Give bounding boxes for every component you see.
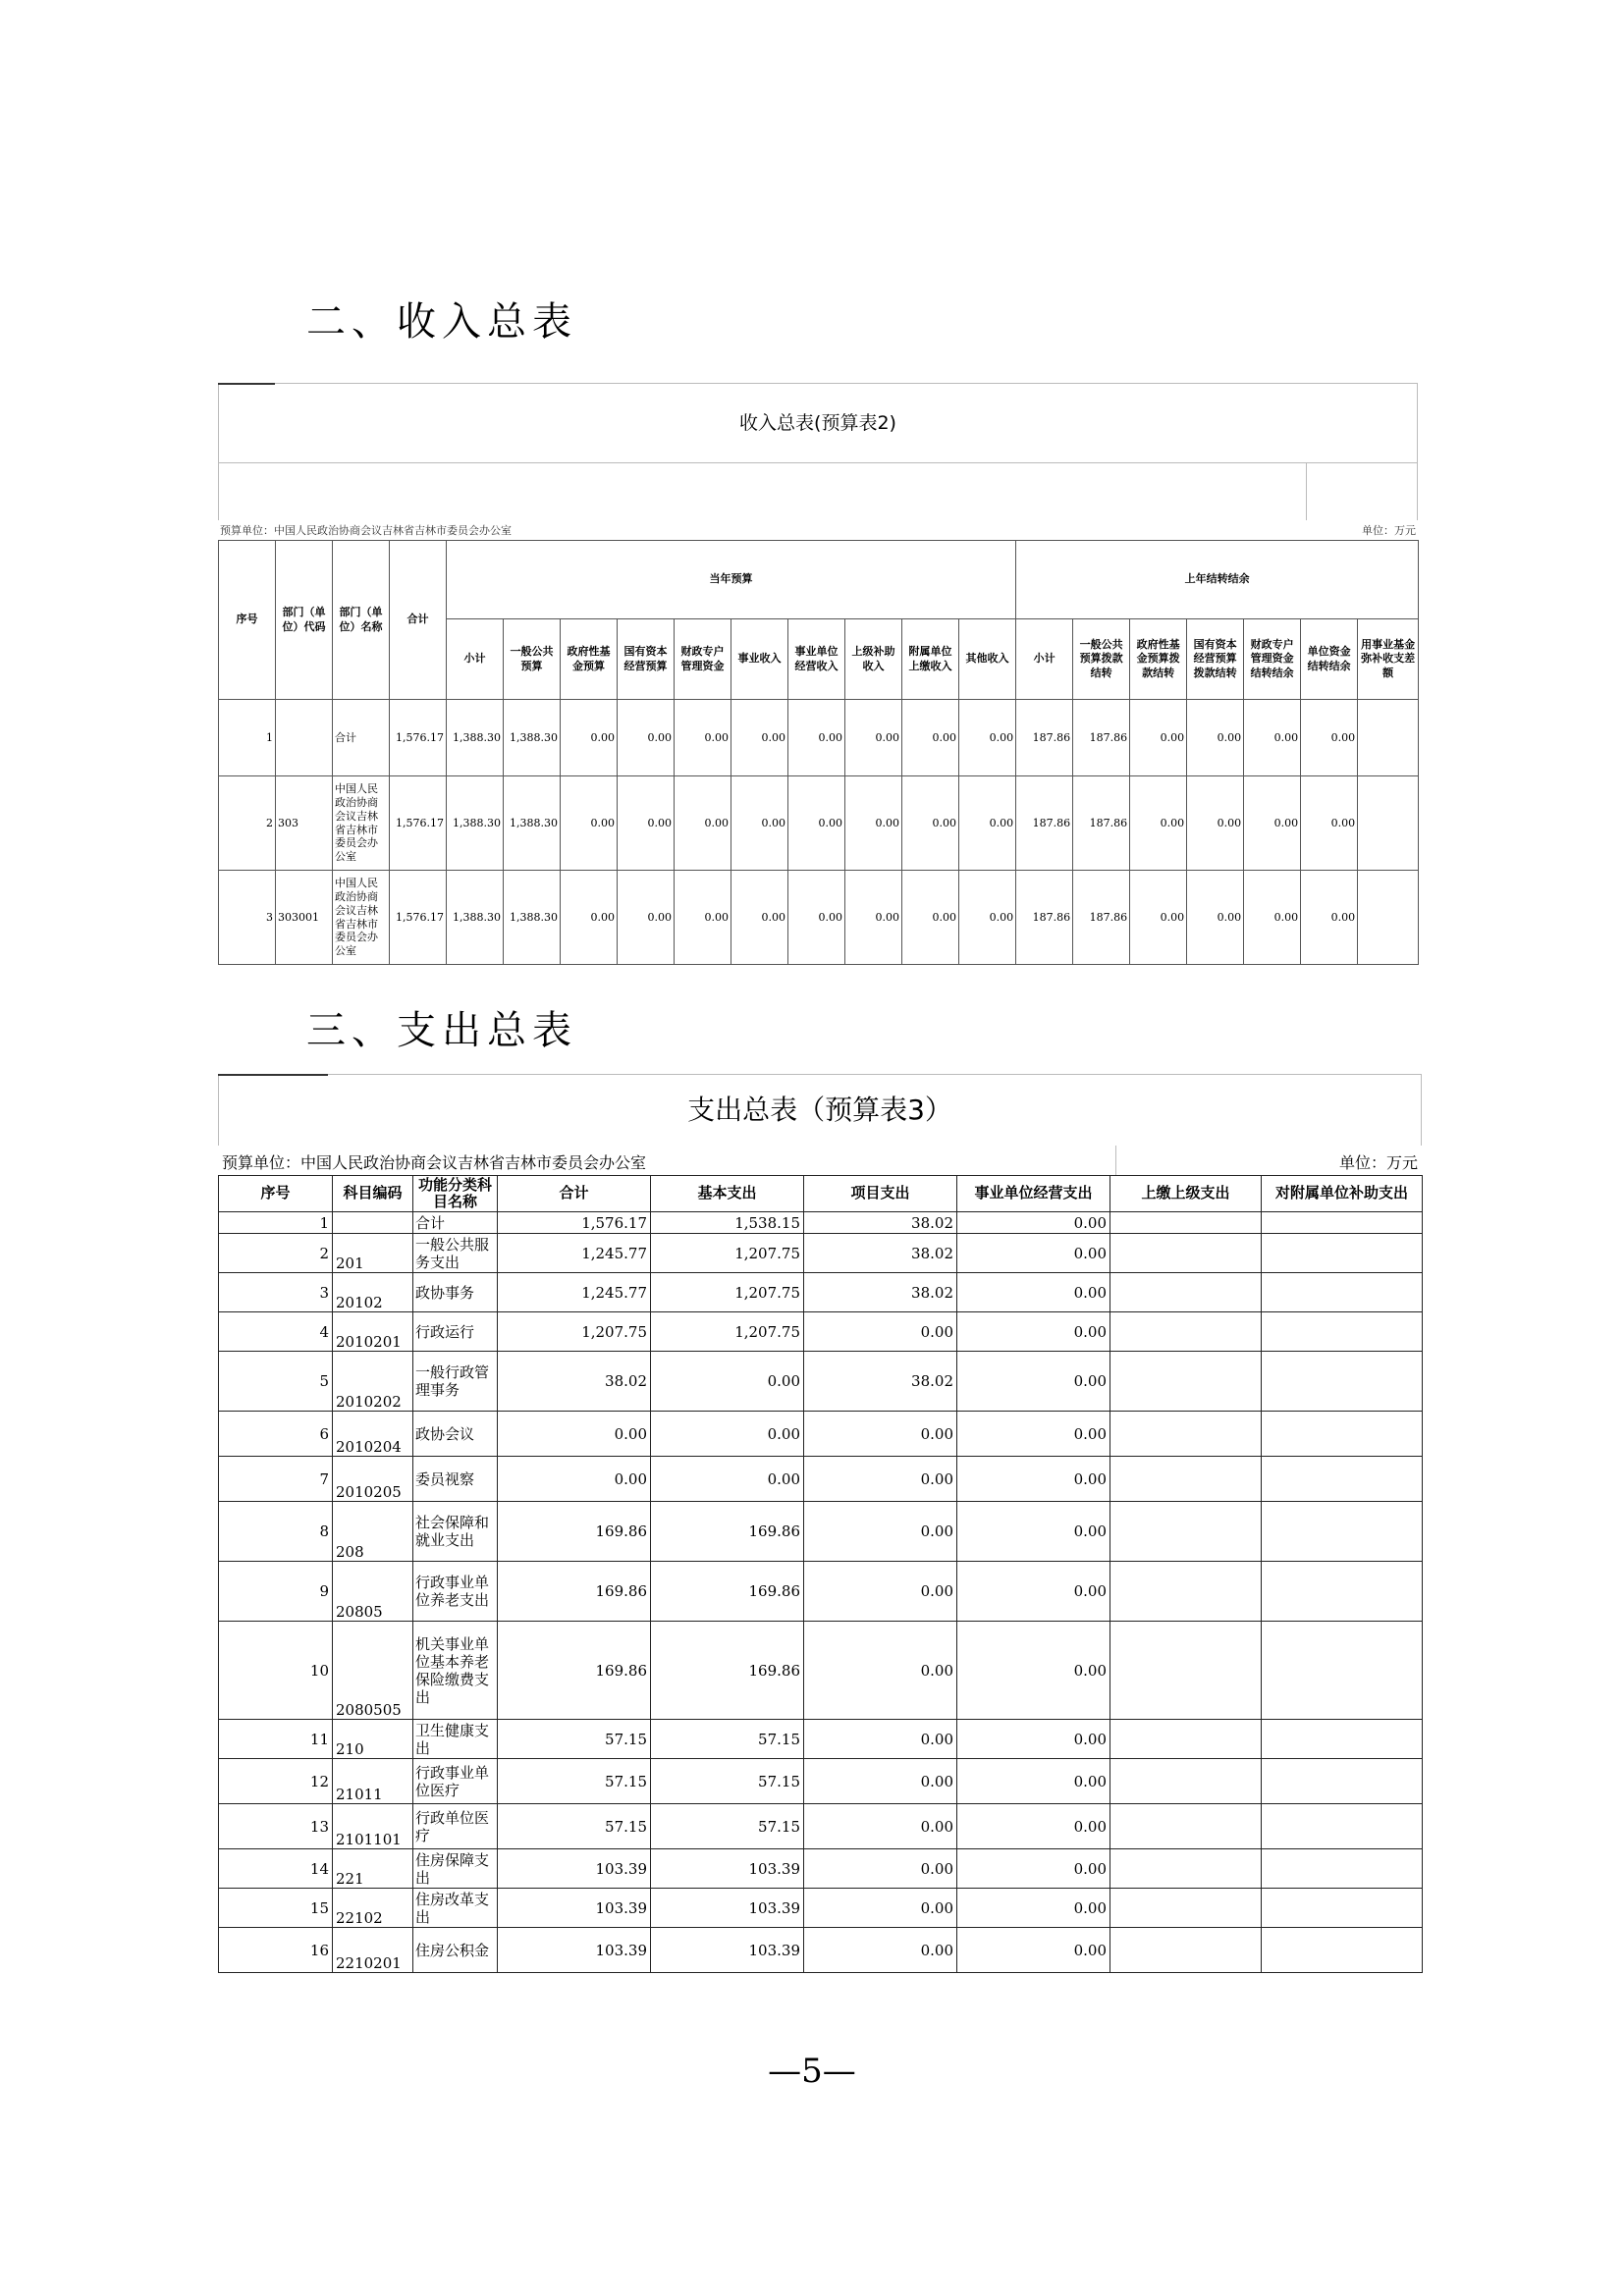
- expense-section-heading: 三、支出总表: [306, 1008, 577, 1053]
- income-cell-prior: 0.00: [1301, 776, 1358, 871]
- income-cell-prior: 187.86: [1073, 871, 1130, 965]
- income-col-prior-3: 国有资本经营预算拨款结转: [1187, 619, 1244, 700]
- expense-cell-code: 2010201: [333, 1312, 413, 1352]
- expense-cell-total: 169.86: [498, 1562, 651, 1622]
- expense-cell-basic: 103.39: [651, 1928, 804, 1973]
- expense-cell-code: 210: [333, 1720, 413, 1759]
- expense-cell-business: 0.00: [957, 1457, 1110, 1502]
- expense-cell-project: 0.00: [804, 1720, 957, 1759]
- income-col-current-2: 政府性基金预算: [561, 619, 618, 700]
- expense-row: [219, 1562, 1423, 1622]
- expense-cell-name: 住房改革支出: [413, 1889, 498, 1928]
- expense-cell-upper: [1110, 1212, 1262, 1234]
- income-cell-prior: 0.00: [1301, 700, 1358, 776]
- income-cell-current: 0.00: [731, 700, 788, 776]
- expense-cell-upper: [1110, 1234, 1262, 1273]
- income-cell-current: 1,388.30: [447, 871, 504, 965]
- expense-cell-subsidy: [1262, 1622, 1423, 1720]
- income-cell-prior: 187.86: [1016, 871, 1073, 965]
- income-cell-current: 0.00: [675, 776, 731, 871]
- expense-cell-business: 0.00: [957, 1412, 1110, 1457]
- expense-cell-upper: [1110, 1622, 1262, 1720]
- expense-row: [219, 1212, 1423, 1234]
- expense-cell-basic: 1,207.75: [651, 1273, 804, 1312]
- expense-cell-basic: 0.00: [651, 1457, 804, 1502]
- income-cell-total: 1,576.17: [390, 776, 447, 871]
- expense-cell-subsidy: [1262, 1312, 1423, 1352]
- income-cell-current: 1,388.30: [447, 700, 504, 776]
- income-cell-seq: 3: [219, 871, 276, 965]
- expense-cell-name: 行政事业单位养老支出: [413, 1562, 498, 1622]
- expense-cell-seq: 10: [219, 1622, 333, 1720]
- income-cell-prior: 0.00: [1244, 700, 1301, 776]
- income-group-current: 当年预算: [447, 541, 1016, 619]
- expense-cell-project: 0.00: [804, 1889, 957, 1928]
- expense-cell-code: 22102: [333, 1889, 413, 1928]
- expense-cell-upper: [1110, 1312, 1262, 1352]
- expense-cell-project: 38.02: [804, 1352, 957, 1412]
- expense-cell-subsidy: [1262, 1352, 1423, 1412]
- expense-cell-business: 0.00: [957, 1804, 1110, 1849]
- income-cell-current: 0.00: [731, 871, 788, 965]
- expense-cell-total: 38.02: [498, 1352, 651, 1412]
- income-cell-current: 0.00: [845, 700, 902, 776]
- income-col-prior-6: 用事业基金弥补收支差额: [1358, 619, 1419, 700]
- income-cell-current: 0.00: [788, 871, 845, 965]
- income-cell-current: 0.00: [959, 776, 1016, 871]
- expense-col-8: 对附属单位补助支出: [1262, 1176, 1423, 1212]
- income-col-current-1: 一般公共预算: [504, 619, 561, 700]
- expense-cell-basic: 1,538.15: [651, 1212, 804, 1234]
- expense-cell-seq: 16: [219, 1928, 333, 1973]
- expense-cell-upper: [1110, 1562, 1262, 1622]
- income-table-title: 收入总表(预算表2): [739, 412, 896, 434]
- expense-cell-subsidy: [1262, 1502, 1423, 1562]
- expense-cell-seq: 2: [219, 1234, 333, 1273]
- expense-cell-upper: [1110, 1849, 1262, 1889]
- expense-cell-seq: 14: [219, 1849, 333, 1889]
- expense-cell-subsidy: [1262, 1273, 1423, 1312]
- income-cell-name: 中国人民政治协商会议吉林省吉林市委员会办公室: [333, 776, 390, 871]
- income-cell-prior: 187.86: [1016, 700, 1073, 776]
- income-cell-prior: [1358, 871, 1419, 965]
- expense-cell-seq: 8: [219, 1502, 333, 1562]
- expense-title-box: [218, 1074, 1422, 1146]
- income-cell-prior: 187.86: [1073, 776, 1130, 871]
- income-cell-current: 1,388.30: [504, 871, 561, 965]
- expense-cell-subsidy: [1262, 1412, 1423, 1457]
- expense-cell-upper: [1110, 1352, 1262, 1412]
- expense-cell-basic: 169.86: [651, 1622, 804, 1720]
- expense-cell-business: 0.00: [957, 1352, 1110, 1412]
- expense-cell-name: 一般公共服务支出: [413, 1234, 498, 1273]
- expense-cell-code: 20805: [333, 1562, 413, 1622]
- income-cell-current: 0.00: [959, 871, 1016, 965]
- expense-cell-code: 201: [333, 1234, 413, 1273]
- income-cell-prior: 187.86: [1016, 776, 1073, 871]
- expense-table: [218, 1175, 1423, 1973]
- income-cell-current: 1,388.30: [447, 776, 504, 871]
- expense-cell-upper: [1110, 1928, 1262, 1973]
- expense-cell-upper: [1110, 1273, 1262, 1312]
- expense-row: [219, 1502, 1423, 1562]
- income-col-seq: 序号: [219, 541, 276, 700]
- expense-cell-basic: 1,207.75: [651, 1312, 804, 1352]
- income-cell-current: 0.00: [845, 776, 902, 871]
- income-cell-seq: 1: [219, 700, 276, 776]
- income-cell-current: 0.00: [618, 776, 675, 871]
- income-cell-current: 0.00: [788, 700, 845, 776]
- expense-cell-name: 行政单位医疗: [413, 1804, 498, 1849]
- income-cell-current: 0.00: [902, 776, 959, 871]
- expense-cell-total: 1,576.17: [498, 1212, 651, 1234]
- expense-row: [219, 1804, 1423, 1849]
- expense-cell-basic: 57.15: [651, 1804, 804, 1849]
- income-row: [219, 871, 1419, 965]
- income-col-total: 合计: [390, 541, 447, 700]
- expense-cell-subsidy: [1262, 1849, 1423, 1889]
- income-summary-table-block: [218, 383, 1418, 965]
- expense-cell-basic: 103.39: [651, 1889, 804, 1928]
- income-cell-prior: [1358, 776, 1419, 871]
- income-cell-current: 0.00: [959, 700, 1016, 776]
- expense-cell-business: 0.00: [957, 1502, 1110, 1562]
- income-col-prior-2: 政府性基金预算拨款结转: [1130, 619, 1187, 700]
- income-cell-code: [276, 700, 333, 776]
- expense-cell-name: 卫生健康支出: [413, 1720, 498, 1759]
- expense-cell-project: 0.00: [804, 1412, 957, 1457]
- expense-cell-total: 169.86: [498, 1622, 651, 1720]
- income-cell-current: 0.00: [561, 776, 618, 871]
- income-cell-current: 0.00: [618, 700, 675, 776]
- income-section-heading: 二、收入总表: [306, 299, 577, 345]
- expense-cell-seq: 12: [219, 1759, 333, 1804]
- expense-row: [219, 1234, 1423, 1273]
- expense-col-0: 序号: [219, 1176, 333, 1212]
- expense-cell-code: 208: [333, 1502, 413, 1562]
- income-cell-prior: 0.00: [1130, 700, 1187, 776]
- expense-cell-upper: [1110, 1804, 1262, 1849]
- income-cell-current: 0.00: [561, 700, 618, 776]
- expense-cell-seq: 4: [219, 1312, 333, 1352]
- page-number: —5—: [768, 2052, 856, 2091]
- expense-cell-seq: 6: [219, 1412, 333, 1457]
- expense-row: [219, 1720, 1423, 1759]
- income-cell-prior: 0.00: [1187, 776, 1244, 871]
- expense-cell-business: 0.00: [957, 1928, 1110, 1973]
- expense-row: [219, 1412, 1423, 1457]
- income-cell-current: 1,388.30: [504, 776, 561, 871]
- expense-cell-upper: [1110, 1502, 1262, 1562]
- expense-cell-basic: 57.15: [651, 1720, 804, 1759]
- expense-cell-code: 221: [333, 1849, 413, 1889]
- expense-cell-code: 2010202: [333, 1352, 413, 1412]
- expense-col-7: 上缴上级支出: [1110, 1176, 1262, 1212]
- income-cell-seq: 2: [219, 776, 276, 871]
- expense-cell-seq: 15: [219, 1889, 333, 1928]
- expense-cell-project: 0.00: [804, 1849, 957, 1889]
- expense-cell-business: 0.00: [957, 1720, 1110, 1759]
- expense-cell-upper: [1110, 1720, 1262, 1759]
- expense-cell-upper: [1110, 1457, 1262, 1502]
- expense-cell-project: 0.00: [804, 1804, 957, 1849]
- income-table: [218, 540, 1419, 965]
- expense-cell-upper: [1110, 1412, 1262, 1457]
- expense-cell-total: 1,245.77: [498, 1273, 651, 1312]
- expense-cell-name: 政协会议: [413, 1412, 498, 1457]
- expense-cell-seq: 3: [219, 1273, 333, 1312]
- expense-cell-name: 住房公积金: [413, 1928, 498, 1973]
- expense-cell-code: 2080505: [333, 1622, 413, 1720]
- expense-cell-seq: 13: [219, 1804, 333, 1849]
- expense-cell-name: 机关事业单位基本养老保险缴费支出: [413, 1622, 498, 1720]
- expense-cell-project: 0.00: [804, 1502, 957, 1562]
- expense-cell-seq: 9: [219, 1562, 333, 1622]
- expense-cell-project: 0.00: [804, 1457, 957, 1502]
- expense-cell-business: 0.00: [957, 1234, 1110, 1273]
- income-budget-unit: 预算单位：中国人民政治协商会议吉林省吉林市委员会办公室: [220, 524, 512, 537]
- income-cell-current: 0.00: [902, 871, 959, 965]
- expense-cell-business: 0.00: [957, 1273, 1110, 1312]
- income-row: [219, 776, 1419, 871]
- expense-cell-basic: 169.86: [651, 1562, 804, 1622]
- expense-col-5: 项目支出: [804, 1176, 957, 1212]
- income-cell-current: 0.00: [675, 871, 731, 965]
- income-cell-prior: 187.86: [1073, 700, 1130, 776]
- expense-row: [219, 1457, 1423, 1502]
- income-cell-current: 0.00: [675, 700, 731, 776]
- income-cell-current: 0.00: [788, 776, 845, 871]
- expense-cell-code: 2210201: [333, 1928, 413, 1973]
- income-cell-current: 0.00: [845, 871, 902, 965]
- income-col-code: 部门（单位）代码: [276, 541, 333, 700]
- income-unit-label: 单位：万元: [1362, 524, 1416, 537]
- expense-row: [219, 1759, 1423, 1804]
- expense-cell-total: 1,207.75: [498, 1312, 651, 1352]
- expense-cell-subsidy: [1262, 1759, 1423, 1804]
- income-col-current-7: 上级补助收入: [845, 619, 902, 700]
- expense-cell-upper: [1110, 1889, 1262, 1928]
- expense-cell-seq: 5: [219, 1352, 333, 1412]
- expense-cell-code: 21011: [333, 1759, 413, 1804]
- income-cell-current: 0.00: [618, 871, 675, 965]
- income-cell-name: 中国人民政治协商会议吉林省吉林市委员会办公室: [333, 871, 390, 965]
- income-cell-name: 合计: [333, 700, 390, 776]
- expense-cell-code: 2101101: [333, 1804, 413, 1849]
- expense-cell-total: 103.39: [498, 1849, 651, 1889]
- expense-cell-code: 2010204: [333, 1412, 413, 1457]
- expense-cell-total: 1,245.77: [498, 1234, 651, 1273]
- income-cell-prior: 0.00: [1244, 776, 1301, 871]
- expense-cell-business: 0.00: [957, 1312, 1110, 1352]
- income-cell-current: 0.00: [902, 700, 959, 776]
- expense-cell-project: 38.02: [804, 1212, 957, 1234]
- expense-col-4: 基本支出: [651, 1176, 804, 1212]
- expense-cell-subsidy: [1262, 1928, 1423, 1973]
- expense-cell-name: 委员视察: [413, 1457, 498, 1502]
- income-blank-row: [218, 462, 1418, 520]
- expense-cell-basic: 1,207.75: [651, 1234, 804, 1273]
- expense-cell-project: 0.00: [804, 1928, 957, 1973]
- income-cell-total: 1,576.17: [390, 871, 447, 965]
- income-cell-total: 1,576.17: [390, 700, 447, 776]
- expense-cell-total: 169.86: [498, 1502, 651, 1562]
- expense-row: [219, 1352, 1423, 1412]
- expense-cell-code: 2010205: [333, 1457, 413, 1502]
- expense-cell-seq: 11: [219, 1720, 333, 1759]
- expense-cell-subsidy: [1262, 1720, 1423, 1759]
- expense-cell-project: 0.00: [804, 1622, 957, 1720]
- expense-row: [219, 1622, 1423, 1720]
- expense-cell-business: 0.00: [957, 1622, 1110, 1720]
- income-cell-prior: [1358, 700, 1419, 776]
- expense-cell-name: 政协事务: [413, 1273, 498, 1312]
- income-cell-current: 1,388.30: [504, 700, 561, 776]
- expense-cell-basic: 103.39: [651, 1849, 804, 1889]
- expense-cell-name: 一般行政管理事务: [413, 1352, 498, 1412]
- expense-cell-subsidy: [1262, 1457, 1423, 1502]
- income-col-current-8: 附属单位上缴收入: [902, 619, 959, 700]
- expense-cell-basic: 0.00: [651, 1412, 804, 1457]
- expense-cell-total: 103.39: [498, 1889, 651, 1928]
- expense-cell-project: 38.02: [804, 1234, 957, 1273]
- income-col-current-9: 其他收入: [959, 619, 1016, 700]
- expense-cell-basic: 57.15: [651, 1759, 804, 1804]
- expense-cell-total: 0.00: [498, 1457, 651, 1502]
- income-col-current-5: 事业收入: [731, 619, 788, 700]
- expense-cell-name: 社会保障和就业支出: [413, 1502, 498, 1562]
- expense-cell-name: 住房保障支出: [413, 1849, 498, 1889]
- expense-cell-total: 57.15: [498, 1720, 651, 1759]
- expense-cell-subsidy: [1262, 1889, 1423, 1928]
- expense-row: [219, 1312, 1423, 1352]
- expense-col-3: 合计: [498, 1176, 651, 1212]
- income-col-current-3: 国有资本经营预算: [618, 619, 675, 700]
- expense-cell-code: 20102: [333, 1273, 413, 1312]
- income-col-current-6: 事业单位经营收入: [788, 619, 845, 700]
- expense-row: [219, 1928, 1423, 1973]
- expense-cell-project: 0.00: [804, 1759, 957, 1804]
- expense-row: [219, 1273, 1423, 1312]
- expense-col-1: 科目编码: [333, 1176, 413, 1212]
- expense-cell-project: 0.00: [804, 1312, 957, 1352]
- income-col-prior-4: 财政专户管理资金结转结余: [1244, 619, 1301, 700]
- expense-cell-code: [333, 1212, 413, 1234]
- expense-unit-row: [218, 1146, 1422, 1175]
- income-cell-prior: 0.00: [1187, 871, 1244, 965]
- expense-cell-business: 0.00: [957, 1212, 1110, 1234]
- income-cell-prior: 0.00: [1187, 700, 1244, 776]
- expense-cell-total: 57.15: [498, 1804, 651, 1849]
- expense-cell-project: 0.00: [804, 1562, 957, 1622]
- income-title-box: [218, 383, 1418, 462]
- expense-summary-table-block: [218, 1074, 1422, 1973]
- expense-cell-name: 行政事业单位医疗: [413, 1759, 498, 1804]
- income-col-name: 部门（单位）名称: [333, 541, 390, 700]
- income-cell-prior: 0.00: [1244, 871, 1301, 965]
- expense-cell-total: 103.39: [498, 1928, 651, 1973]
- income-unit-row: [218, 520, 1418, 540]
- expense-cell-subsidy: [1262, 1212, 1423, 1234]
- expense-cell-business: 0.00: [957, 1889, 1110, 1928]
- income-cell-prior: 0.00: [1130, 776, 1187, 871]
- income-cell-current: 0.00: [731, 776, 788, 871]
- expense-cell-basic: 169.86: [651, 1502, 804, 1562]
- income-cell-code: 303: [276, 776, 333, 871]
- income-cell-current: 0.00: [561, 871, 618, 965]
- expense-cell-business: 0.00: [957, 1849, 1110, 1889]
- expense-cell-total: 0.00: [498, 1412, 651, 1457]
- expense-unit-label: 单位：万元: [1338, 1153, 1418, 1172]
- expense-cell-business: 0.00: [957, 1562, 1110, 1622]
- income-cell-prior: 0.00: [1130, 871, 1187, 965]
- expense-row: [219, 1849, 1423, 1889]
- expense-budget-unit: 预算单位：中国人民政治协商会议吉林省吉林市委员会办公室: [222, 1153, 647, 1172]
- expense-cell-name: 行政运行: [413, 1312, 498, 1352]
- income-col-current-0: 小计: [447, 619, 504, 700]
- expense-col-2: 功能分类科目名称: [413, 1176, 498, 1212]
- expense-cell-project: 38.02: [804, 1273, 957, 1312]
- expense-cell-name: 合计: [413, 1212, 498, 1234]
- expense-cell-subsidy: [1262, 1562, 1423, 1622]
- expense-row: [219, 1889, 1423, 1928]
- income-cell-prior: 0.00: [1301, 871, 1358, 965]
- expense-cell-total: 57.15: [498, 1759, 651, 1804]
- expense-cell-business: 0.00: [957, 1759, 1110, 1804]
- expense-cell-seq: 1: [219, 1212, 333, 1234]
- expense-col-6: 事业单位经营支出: [957, 1176, 1110, 1212]
- income-col-current-4: 财政专户管理资金: [675, 619, 731, 700]
- expense-cell-subsidy: [1262, 1804, 1423, 1849]
- income-group-prior: 上年结转结余: [1016, 541, 1419, 619]
- income-col-prior-1: 一般公共预算拨款结转: [1073, 619, 1130, 700]
- expense-cell-basic: 0.00: [651, 1352, 804, 1412]
- income-col-prior-5: 单位资金结转结余: [1301, 619, 1358, 700]
- expense-cell-subsidy: [1262, 1234, 1423, 1273]
- income-cell-code: 303001: [276, 871, 333, 965]
- expense-cell-seq: 7: [219, 1457, 333, 1502]
- expense-table-title: 支出总表（预算表3）: [687, 1094, 952, 1126]
- expense-cell-upper: [1110, 1759, 1262, 1804]
- income-col-prior-0: 小计: [1016, 619, 1073, 700]
- income-row: [219, 700, 1419, 776]
